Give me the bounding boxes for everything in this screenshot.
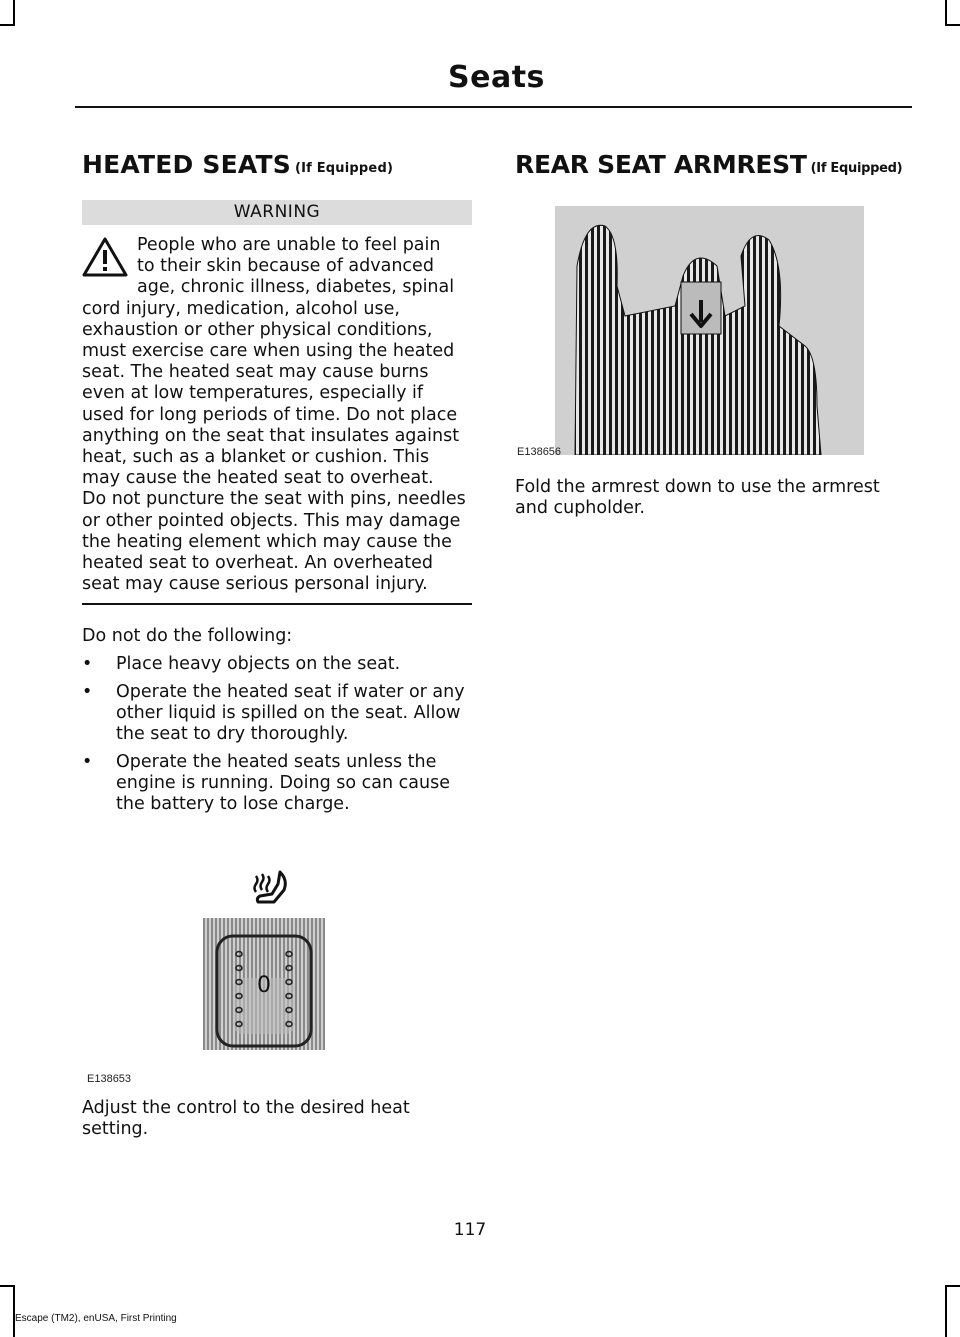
warning-line: used for long periods of time. Do not place (82, 404, 458, 425)
warning-line: must exercise care when using the heated (82, 341, 455, 362)
bullet-line: Operate the heated seat if water or any (116, 682, 465, 702)
crop-mark-bottom-left-v (13, 1285, 15, 1337)
caption-line: Adjust the control to the desired heat (82, 1098, 410, 1118)
bullet-dot: • (82, 654, 93, 674)
figure-caption (515, 477, 915, 519)
warning-label: WARNING (233, 202, 321, 222)
rear-armrest-image (555, 206, 864, 455)
crop-mark-top-right-h (945, 24, 960, 26)
bullet-line: engine is running. Doing so can cause (116, 773, 450, 794)
bullet-line: Operate the heated seats unless the (116, 752, 437, 772)
heated-seats-heading (82, 150, 393, 179)
warning-line: exhaustion or other physical conditions, (82, 319, 433, 340)
caption-line: setting. (82, 1119, 149, 1140)
warning-line: seat may cause serious personal injury. (82, 574, 428, 595)
header-rule (75, 106, 912, 108)
dial-value: 0 (257, 973, 271, 998)
warning-text (82, 235, 477, 595)
caption-line: Fold the armrest down to use the armrest (515, 477, 880, 497)
bullet-dot: • (82, 752, 93, 772)
warning-line: age, chronic illness, diabetes, spinal (137, 277, 455, 298)
warning-line: heated seat to overheat. An overheated (82, 553, 433, 574)
warning-line: heat, such as a blanket or cushion. This (82, 447, 430, 468)
intro-text: Do not do the following: (82, 626, 293, 646)
bullet-dot: • (82, 682, 93, 702)
heat-control-dial-image (203, 918, 325, 1050)
crop-mark-top-left-h (0, 24, 15, 26)
rear-armrest-condition: (If Equipped) (810, 161, 903, 176)
crop-mark-top-left-v (13, 0, 15, 24)
figure-code: E138656 (517, 446, 562, 458)
caption-line: and cupholder. (515, 498, 645, 519)
bullet-line: Place heavy objects on the seat. (116, 654, 401, 674)
figure-code: E138653 (87, 1073, 132, 1085)
crop-mark-top-right-v (945, 0, 947, 24)
heated-seats-condition: (If Equipped) (294, 161, 394, 176)
warning-line: or other pointed objects. This may damage (82, 510, 461, 531)
heated-seat-symbol-icon (250, 868, 292, 906)
warning-line: even at low temperatures, especially if (82, 383, 424, 404)
footer-text: Escape (TM2), enUSA, First Printing (15, 1313, 177, 1324)
warning-line: cord injury, medication, alcohol use, (82, 298, 400, 319)
warning-end-rule (82, 603, 472, 605)
warning-line: People who are unable to feel pain (137, 235, 441, 255)
warning-line: seat. The heated seat may cause burns (82, 362, 429, 383)
page-title: Seats (448, 60, 545, 95)
warning-line: Do not puncture the seat with pins, needles (82, 489, 466, 510)
figure-caption (82, 1098, 477, 1140)
rear-armrest-heading (515, 150, 902, 179)
page-number: 117 (453, 1220, 487, 1240)
crop-mark-bottom-left-h (0, 1285, 15, 1287)
bullet-line: other liquid is spilled on the seat. Allow (116, 703, 461, 724)
crop-mark-bottom-right-v (945, 1285, 947, 1337)
bullet-line: the seat to dry thoroughly. (116, 724, 349, 745)
warning-line: may cause the heated seat to overheat. (82, 468, 434, 489)
crop-mark-bottom-right-h (945, 1285, 960, 1287)
warning-line: anything on the seat that insulates against (82, 425, 460, 446)
rear-armrest-title: REAR SEAT ARMREST (515, 150, 807, 179)
bullet-line: the battery to lose charge. (116, 794, 350, 815)
warning-band (82, 200, 472, 225)
warning-line: the heating element which may cause the (82, 531, 452, 552)
warning-line: to their skin because of advanced (137, 256, 434, 277)
heated-seats-title: HEATED SEATS (82, 150, 291, 179)
